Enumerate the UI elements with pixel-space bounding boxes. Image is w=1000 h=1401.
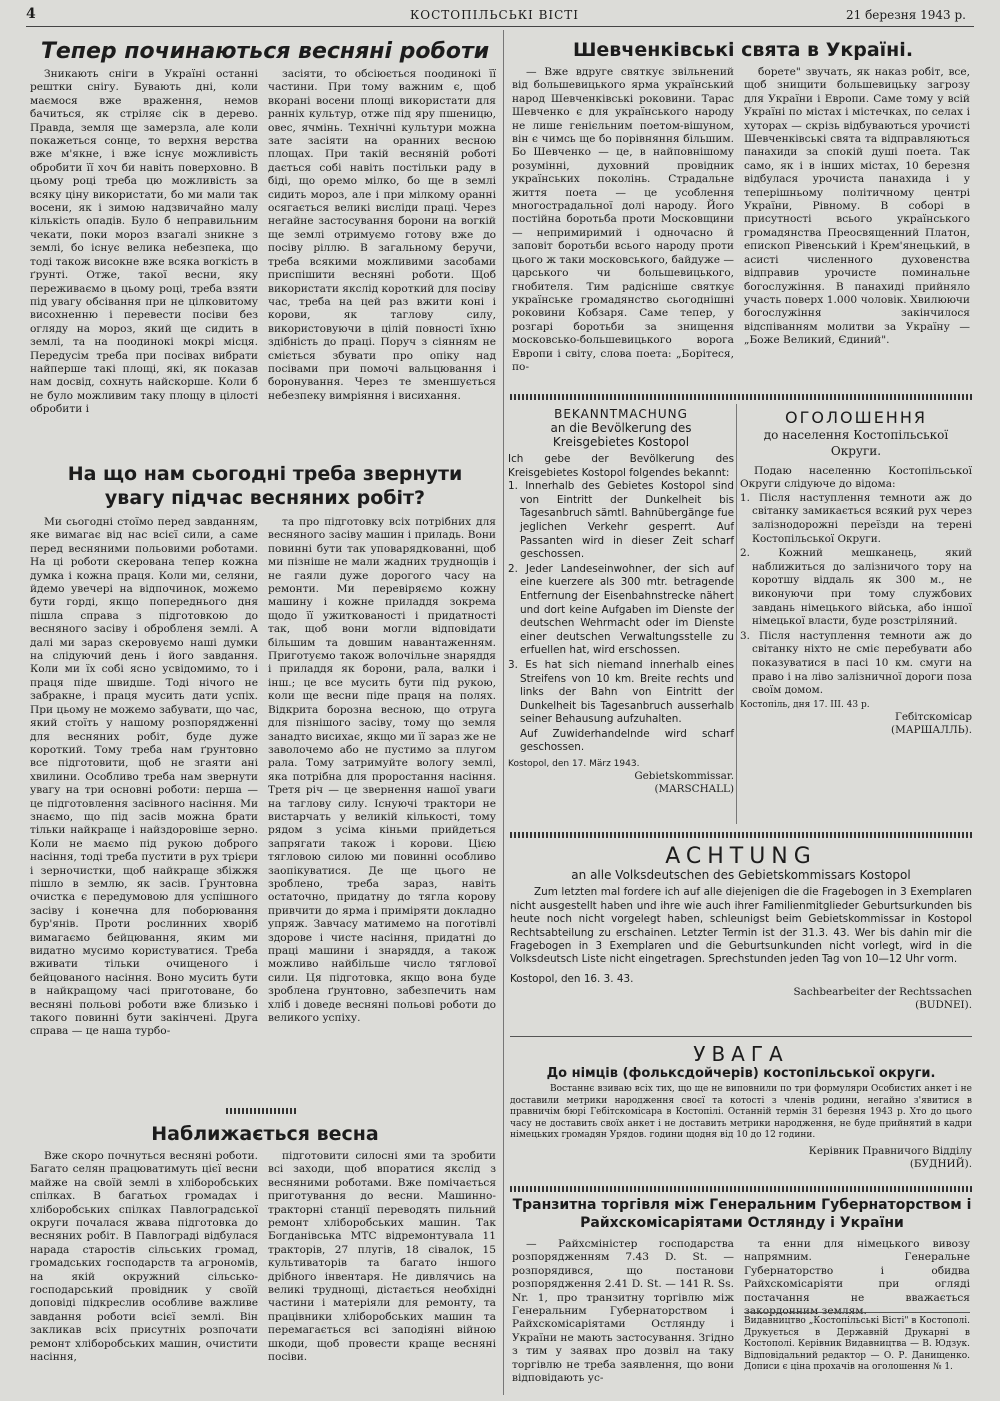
tranzyt-text-1: — Райхсміністер господарства розпорядженням 7.43 D. St. — розпорядився, що постанови розпорядження 2.41 D. St. — 141 R. Ss. Nr. 1, про транзитну торгівлю між Генеральним Губернаторством і Райхскомісаріятами Остлянду і України не мають застосування. Згідно з тим у заявах про дозвіл на таку торгівлю не треба заявлення, що вони відповідають ус- xyxy=(512,1238,734,1385)
bekanntmachung-intro: Ich gebe der Bevölkerung des Kreisgebietes Kostopol folgendes bekannt: xyxy=(508,453,734,479)
article-1-title-block xyxy=(30,38,500,68)
notices-divider xyxy=(736,404,737,824)
article-3-text-1: Вже скоро почнуться весняні роботи. Багато селян працюватимуть цієї весни майже на своїй землі в хліборобських спілках. В багатьох громадах і хліборобських спілках Павлоградської округи почалася жвава підготовка до весняних робіт. В Павлограді відбулася нарада старостів сільських громад, громадських господарств та агрономів, на якій окружний сільсько-господарський провідник у своїй доповіді підкреслив особливе важливе завдання роботи всієї землі. Він закликав всіх присутніх розпочати ремонт хліборобських машин, очистити насіння, xyxy=(30,1150,258,1364)
bekanntmachung-item: 1. Innerhalb des Gebietes Kostopol sind von Eintritt der Dunkelheit bis Tagesanbruch sämtl. Bahnübergänge fue jeglichen Verkehr gesperrt. Auf Passanten wird in dieser Zeit scharf geschossen. xyxy=(508,480,734,561)
issue-date: 21 березня 1943 р. xyxy=(846,8,966,22)
article-2-title: На що нам сьогодні треба звернути увагу підчас весняних робіт? xyxy=(67,463,463,509)
bekanntmachung-closing: Auf Zuwiderhandelnde wird scharf geschossen. xyxy=(520,727,734,754)
ogoloshennya-intro: Подаю населенню Костопільської Округи слідуюче до відома: xyxy=(740,465,972,491)
ogoloshennya-title: ОГОЛОШЕННЯ xyxy=(785,408,927,427)
tranzyt-title-block xyxy=(512,1196,972,1236)
article-3-title-block xyxy=(40,1122,490,1150)
article-3-col-2 xyxy=(268,1150,496,1390)
article-4-text-1: — Вже вдруге святкує звільнений від большевицького ярма український народ Шевченківські роковини. Тарас Шевченко є для українського народу не лише генієльним поетом-вішуном, він є чимсь ще бо порівняння більшим. Бо Шевченко — це, в найповнішому розумінні, духовний провідник українських поколінь. Страдальне життя поета — це усоблення многострадальної долі народу. Його постійна боротьба проти Московщини — непримиримий і одночасно й заповіт боротьби всього народу проти цього ж таки московського, байдуже — царського чи большевицького, гнобителя. Тим радісніше святкує українське громадянство сьогоднішні роковини Кобзаря. Саме тепер, у розгарі боротьби за знищення московсько-большевицького ворога Европи і світу, слова поета: „Борітеся, по- xyxy=(512,66,734,373)
imprint-text: Видавництво „Костопільські Вісті" в Костополі. Друкується в Державній Друкарні в Костополі. Керівник Видавництва — В. Юдзук. Відповідальний редактор — О. Р. Данищенко. Дописи є ціна прохачів на оголошення № 1. xyxy=(744,1316,970,1372)
imprint xyxy=(744,1316,970,1396)
bekanntmachung-subtitle: an die Bevölkerung des Kreisgebietes Kostopol xyxy=(550,421,692,450)
article-2-text-1: Ми сьогодні стоїмо перед завданням, яке вимагає від нас всієї сили, а саме перед весняними польовими роботами. На ці роботи скерована тепер кожна думка і кожна праця. Коли ми, селяни, йдемо увечері на відпочинок, можемо бути горді, якщо попереднього дня пішла справа з підготовкою до весняного засіву і обробленя землі. А далі ми зараз скеровуємо наші думки на слідуючий день і його завдання. Коли ми їх собі ясно усвідомимо, то і праця піде швидше. Тоді нічого не забракне, і праця мусить дати успіх. При цьому не можемо забувати, що час, який стоїть у нашому розпорядженні для весняних робіт, буде дуже короткий. Тому треба нам ґрунтовно все підготовити, щоб не згаяти ані хвилини. Особливо треба нам звернути увагу на три основні роботи: перша — це підготовлення засівного насіння. Ми знаємо, що під засів можна брати тільки найкраще і найздоровіше зерно. Коли не маємо під рукою доброго насіння, тоді треба пустити в рух трієри і зерночистки, щоб найкраще збіжжя пішло в землю, як засів. Ґрунтовна очистка є передумовою для успішного засіву і конечна для поборювання бур'янів. Проти рослинних хворіб вимагаємо бейцювання, яким ми видатно мусимо користуватися. Треба вживати тільки очищеного і бейцованого насіння. Воно мусить бути в найкращому часі приготоване, бо весняні польові роботи вже близько і такого повинні бути закінчені. Друга справа — це наша турбо- xyxy=(30,516,258,1038)
page-number: 4 xyxy=(26,6,36,22)
article-2-col-2 xyxy=(268,516,496,1106)
uvaga-title: УВАГА xyxy=(693,1042,789,1066)
article-4-col-1 xyxy=(512,66,734,388)
article-1-text-1: Зникають сніги в Україні останні рештки снігу. Бувають дні, коли маємося вже враження, немов бачиться, як стріляє сік в дерево. Правда, земля ще замерзла, але коли покажеться сонце, то верхня верства вже м'якне, і вже існує можливість обробити її хоч би навіть поверховно. В цьому році треба цю можливість за всяку ціну використати, бо ми мали так восени, як і зимою надзвичайно малу кількість опадів. Було б неправильним чекати, поки мороз взагалі зникне з землі, бо існує велика небезпека, що тоді також високне вже всяка вогкість в ґрунті. Отже, такої весни, яку переживаємо в цьому році, треба взяти під увагу обсівання при не цілковитому висохненню і перевести посіви без огляду на мороз, який ще сидить в землі, та на поодинокі мокрі місця. Передусім треба при посівах вибрати найперше такі площі, які, як показав нам досвід, сохнуть найскорше. Коли б не було можливим таку площу в цілості обробити і xyxy=(30,68,258,416)
achtung-title: ACHTUNG xyxy=(665,844,817,869)
ogoloshennya-signer-name: (МАРШАЛЛЬ). xyxy=(891,724,972,737)
bekanntmachung-signer-name: (MARSCHALL) xyxy=(654,783,734,796)
article-separator xyxy=(226,1108,296,1114)
achtung-notice xyxy=(510,844,972,1028)
ogoloshennya-notice xyxy=(740,408,972,828)
article-1-col-1 xyxy=(30,68,258,444)
bekanntmachung-item: 3. Es hat sich niemand innerhalb eines Streifens von 10 km. Breite rechts und links der Bahn von Eintritt der Dunkelheit bis Tagesanbruch ausserhalb seiner Behausung aufzuhalten. xyxy=(508,658,734,726)
notices-top-separator xyxy=(510,394,972,400)
article-1-title: Тепер починаються весняні роботи xyxy=(40,39,490,64)
page-header xyxy=(0,6,1000,28)
uvaga-body: Востаннє взиваю всіх тих, що ще не виповнили по три формуляри Особистих анкет і не доставили метрики народження своєї та котості з членів родини, негайно з'явитися в правничім бюрі Гебітскомісара в Костопілі. Останній термін 31 березня 1943 р. Хто до цього часу не доставить своїх анкет і не доставить метрики народження, не буде прийнятий в кадри німецьких громадян Урядов. години щодня від 10 до 12 години. xyxy=(510,1084,972,1140)
article-1-text-2: засіяти, то обсіюється поодинокі її частини. При тому важним є, щоб вкорані восени площі використати для ранніх культур, отже під яру пшеницю, овес, ячмінь. Технічні культури можна зате засіяти на оранних весною площах. При такій весняній роботі дається собі навіть постільки раду в біді, що оремо мілко, бо ще в землі сидить мороз, але і при мілкому оранні осягається великі висліди праці. Через негайне застосування борони на вогкій ще землі отримуємо готову вже до посіву ріллю. В загальному беручи, треба всякими можливими засобами приспішити весняні роботи. Щоб використати якслід короткий для посіву час, треба на цей раз вжити коні і корови, як таглову силу, використовуючи в цілій повності їхню здібність до праці. Поруч з сіянням не сміється збувати про опіку над посівами при помочі вальцювання і боронування. Через те зменшується небезпеку вимріяння і висихання. xyxy=(268,68,496,402)
tranzyt-separator xyxy=(510,1186,972,1192)
ogoloshennya-subtitle: до населення Костопільської Округи. xyxy=(763,428,949,458)
bekanntmachung-list xyxy=(508,480,734,727)
article-4-title-block xyxy=(512,38,974,66)
uvaga-signer-title: Керівник Правничого Відділу xyxy=(808,1144,972,1157)
tranzyt-col-1 xyxy=(512,1238,734,1396)
bekanntmachung-signer-title: Gebietskommissar. xyxy=(634,770,734,783)
article-2-title-block xyxy=(40,462,490,512)
achtung-body: Zum letzten mal fordere ich auf alle diejenigen die die Fragebogen in 3 Exemplaren nicht ausgestellt haben und ihre wie auch ihrer Familienmitglieder Geburtsurkunden bis heute noch nicht vorgelegt haben, schleunigst beim Gebietskommissar in Kostopol Rechtsabteilung zu erschainen. Letzter Termin ist der 31.3. 43. Wer bis dahin mir die Fragebogen in 3 Exemplaren und die Geburtsunkunden nicht vorlegt, wird in die Volksdeutsch Liste nicht eingetragen. Sprechstunden jeden Tag von 10—12 Uhr vorm. xyxy=(510,886,972,966)
uvaga-notice xyxy=(510,1042,972,1182)
achtung-place-date: Kostopol, den 16. 3. 43. xyxy=(510,972,634,985)
achtung-signer-name: (BUDNEI). xyxy=(915,999,972,1012)
column-divider xyxy=(503,30,504,1395)
achtung-signer-title: Sachbearbeiter der Rechtssachen xyxy=(793,986,972,999)
article-1-col-2 xyxy=(268,68,496,444)
achtung-separator xyxy=(510,832,972,838)
ogoloshennya-signer-title: Гебітскомісар xyxy=(895,711,972,724)
imprint-rule xyxy=(744,1312,970,1313)
tranzyt-col-2 xyxy=(744,1238,970,1304)
article-4-text-2: борете" звучать, як наказ робіт, все, щоб знищити большевицьку загрозу для України і Европи. Саме тому у всій Україні по містах і містечках, по селах і хуторах — скрізь відбуваються урочисті Шевченківські свята та відправляються панахиди за спокій душі поета. Так само, як і в інших містах, 10 березня відбулася урочиста панахида і у теперішньому політичному центрі України, Рівному. В соборі в присутності всього українського громадянства Преосвященний Платон, епископ Рівенський і Крем'янецький, в асисті численного духовенства відправив урочисте поминальне богослужіння. В панахиді прийняло участь поверх 1.000 чоловік. Хвилюючи богослужіння закінчилося відспіванням молитви за Україну — „Боже Великий, Єдиний". xyxy=(744,66,970,347)
newspaper-name: КОСТОПІЛЬСЬКІ ВІСТІ xyxy=(410,8,580,22)
ogoloshennya-list xyxy=(740,492,972,698)
bekanntmachung-title: BEKANNTMACHUNG xyxy=(554,407,688,421)
header-rule xyxy=(26,26,974,27)
article-3-text-2: підготовити силосні ями та зробити всі заходи, щоб впоратися якслід з весняними роботами. Вже помічається приготування до весни. Машинно-тракторні станції переводять пильний ремонт хліборобських машин. Так Богданівська МТС відремонтувала 11 тракторів, 27 плугів, 18 сівалок, 15 культиваторів та багато іншого дрібного інвентаря. Не дивлячись на великі труднощі, дістається необхідні частини і матеріяли для ремонту, та працівники хліборобських машин та перемагається всі заподіяні війною шкоди, щоб провести краще весняні посіви. xyxy=(268,1150,496,1364)
article-2-text-2: та про підготовку всіх потрібних для весняного засіву машин і приладь. Вони повинні бути так уповарядкованні, щоб ми пізніше не мали жадних труднощів і не гаяли дуже дорогого часу на ремонти. Ми перевіряємо кожну машину і кожне приладдя зокрема щодо її ужиткованості і придатності так, щоб вони могли відповідати більшим та довшим навантаженням. Приготуємо також волочільне знаряддя і приладдя як борони, рала, валки і інш.; це все мусить бути під рукою, коли ще весни піде праця на полях. Відкрита борозна весною, що отруга для пізнішого засіву, тому що земля занадто висихає, якщо ми її зараз же не заволочемо або не пустимо за плугом рала. Тому затримуйте вологу землі, яка потрібна для проростання насіння. Третя річ — це звернення нашої уваги на таглову силу. Існуючі трактори не вистарчать у великій кількості, тому рядом з усіма кіньми прийдеться запрягати також і корови. Цією тягловою силою ми повинні особливо заопікуватися. Де ще цього не зроблено, треба зараз, навіть остаточно, придатну до тягла корову привчити до ярма і приміряти докладно упряж. Завчасу матимемо на поготівлі здорове і чисте насіння, придатні до праці машини і знаряддя, а також можливо найбільше число тяглової сили. Ця підготовка, якщо вона буде зроблена ґрунтовно, забезпечить нам хліб і доведе весняні польові роботи до великого успіху. xyxy=(268,516,496,1025)
uvaga-rule xyxy=(510,1036,972,1037)
tranzyt-title: Транзитна торгівля між Генеральним Губернаторством і Райхскомісаріятами Остлянду і України xyxy=(512,1197,972,1231)
article-2-col-1 xyxy=(30,516,258,1106)
article-3-col-1 xyxy=(30,1150,258,1390)
article-3-title: Наближається весна xyxy=(151,1123,379,1145)
achtung-subtitle: an alle Volksdeutschen des Gebietskommissars Kostopol xyxy=(571,868,911,882)
ogoloshennya-item: 2. Кожний мешканець, який наближиться до залізничого тору на коротшу віддаль як 300 м., не виконуючи при тому службових завдань німецького війська, або іншої німецької власти, буде розстріляний. xyxy=(740,547,972,628)
article-4-col-2 xyxy=(744,66,970,388)
bekanntmachung-notice xyxy=(508,408,734,828)
ogoloshennya-item: 1. Після наступлення темноти аж до світанку замикається всякий рух через залізнодорожні переїзди на терені Костопільської Округи. xyxy=(740,491,972,545)
bekanntmachung-item: 2. Jeder Landeseinwohner, der sich auf eine kuerzere als 300 mtr. betragende Entfernung der Eisenbahnstrecke nähert und dort keine Aufgaben im Dienste der deutschen Wehrmacht oder im Dienste einer deutschen Verwaltungsstelle zu erfuellen hat, wird erschossen. xyxy=(508,562,734,657)
ogoloshennya-place-date: Костопіль, дня 17. III. 43 р. xyxy=(740,699,870,710)
tranzyt-text-2: та енни для німецького вивозу напрямним. Генеральне Губернаторство і обидва Райхскомісаріяти при огляді постачання не вважається xyxy=(744,1238,970,1304)
bekanntmachung-place-date: Kostopol, den 17. März 1943. xyxy=(508,758,640,769)
ogoloshennya-item: 3. Після наступлення темноти аж до світанку ніхто не сміє перебувати або показуватися в пасі 10 км. смуги на право і на ліво залізничної дороги поза своїм домом. xyxy=(740,629,972,697)
uvaga-signer-name: (БУДНИЙ). xyxy=(909,1157,972,1170)
uvaga-subtitle: До німців (фольксдойчерів) костопільської округи. xyxy=(546,1066,936,1081)
article-4-title: Шевченківські свята в Україні. xyxy=(572,39,914,61)
